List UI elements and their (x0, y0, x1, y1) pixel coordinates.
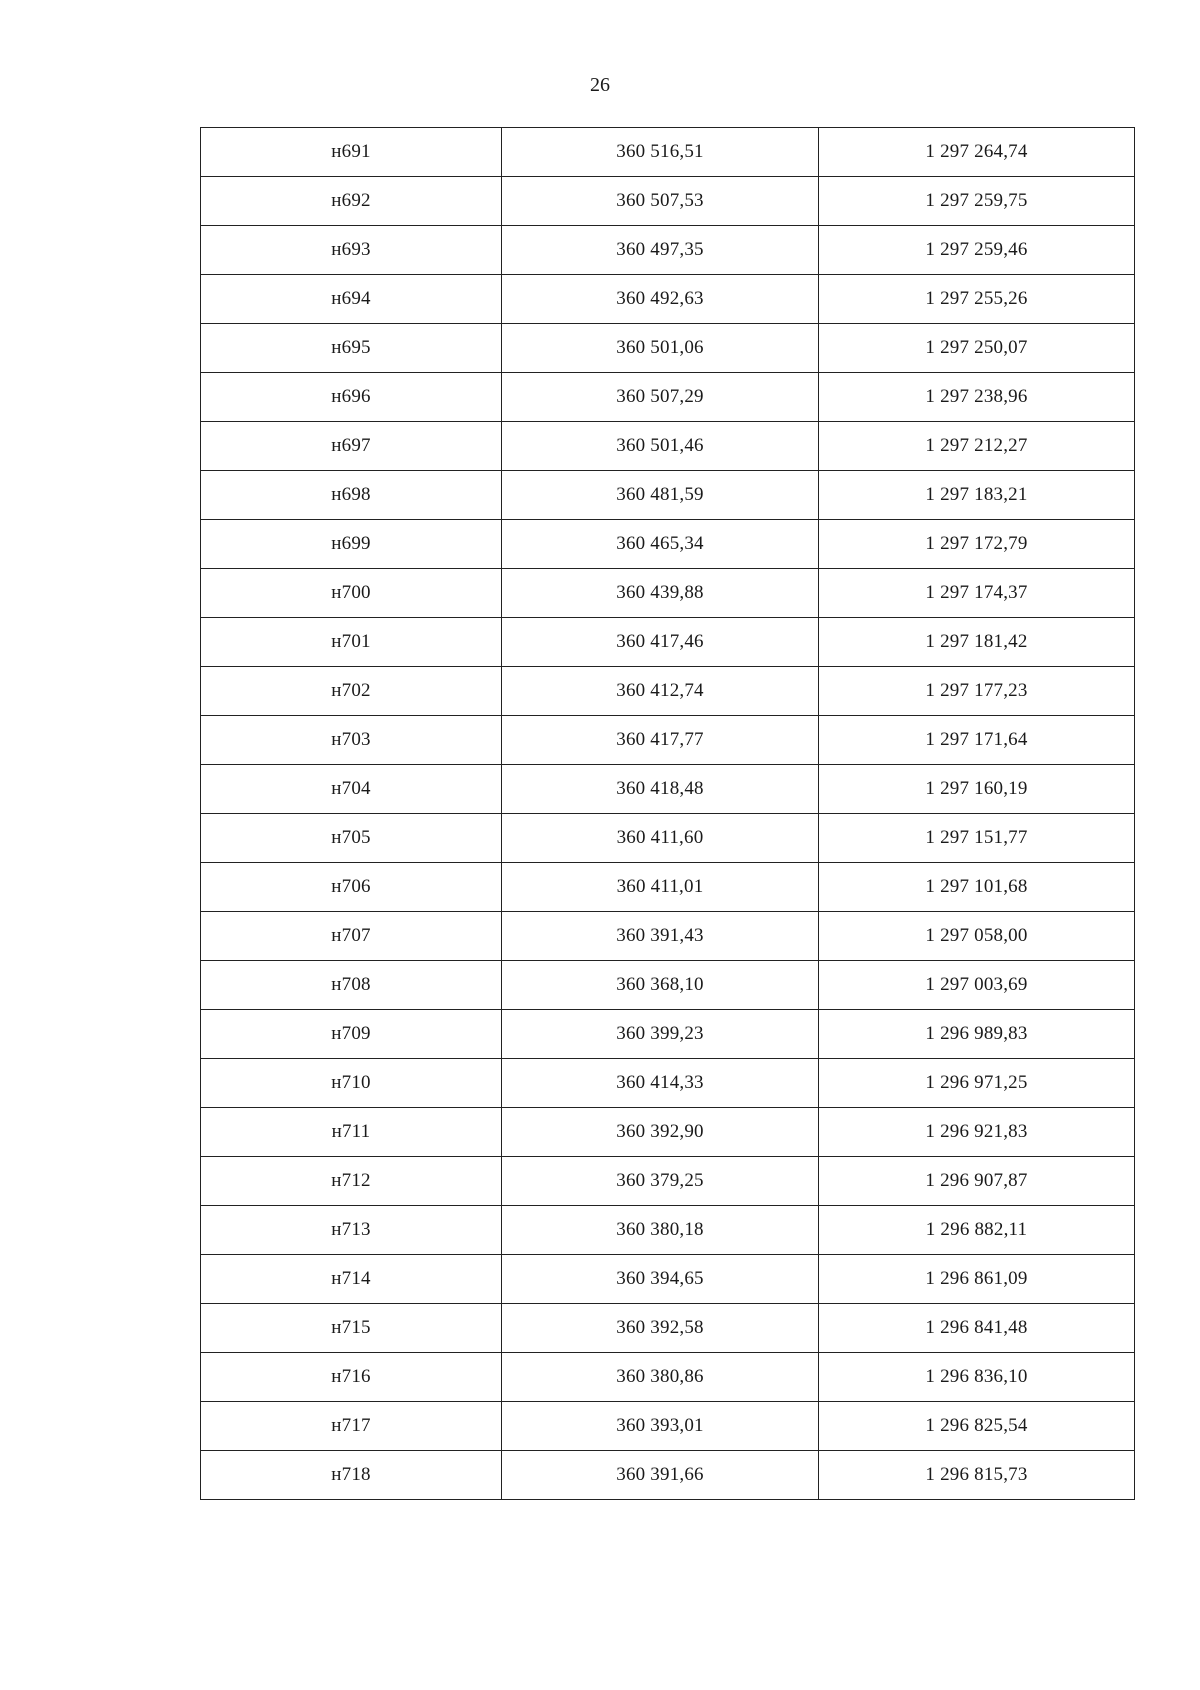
point-id-cell: н708 (201, 961, 502, 1010)
point-id-cell: н714 (201, 1255, 502, 1304)
x-coordinate-cell: 360 417,46 (502, 618, 819, 667)
x-coordinate-cell: 360 399,23 (502, 1010, 819, 1059)
point-id-cell: н710 (201, 1059, 502, 1108)
table-row (201, 569, 1135, 618)
x-coordinate-cell: 360 392,58 (502, 1304, 819, 1353)
point-id-cell: н699 (201, 520, 502, 569)
x-coordinate-cell: 360 492,63 (502, 275, 819, 324)
table-row (201, 912, 1135, 961)
x-coordinate-cell: 360 439,88 (502, 569, 819, 618)
y-coordinate-cell: 1 297 003,69 (819, 961, 1135, 1010)
y-coordinate-cell: 1 297 058,00 (819, 912, 1135, 961)
table-row (201, 618, 1135, 667)
table-row (201, 324, 1135, 373)
y-coordinate-cell: 1 297 174,37 (819, 569, 1135, 618)
table-row (201, 1402, 1135, 1451)
y-coordinate-cell: 1 297 160,19 (819, 765, 1135, 814)
x-coordinate-cell: 360 380,18 (502, 1206, 819, 1255)
table-row (201, 373, 1135, 422)
coordinates-table (200, 127, 1135, 1500)
table-row (201, 814, 1135, 863)
y-coordinate-cell: 1 296 882,11 (819, 1206, 1135, 1255)
page-number: 26 (590, 74, 610, 96)
point-id-cell: н694 (201, 275, 502, 324)
table-row (201, 1059, 1135, 1108)
table-row (201, 1353, 1135, 1402)
x-coordinate-cell: 360 411,60 (502, 814, 819, 863)
y-coordinate-cell: 1 297 101,68 (819, 863, 1135, 912)
x-coordinate-cell: 360 393,01 (502, 1402, 819, 1451)
y-coordinate-cell: 1 296 989,83 (819, 1010, 1135, 1059)
table-row (201, 1451, 1135, 1500)
point-id-cell: н713 (201, 1206, 502, 1255)
x-coordinate-cell: 360 391,66 (502, 1451, 819, 1500)
y-coordinate-cell: 1 296 841,48 (819, 1304, 1135, 1353)
point-id-cell: н698 (201, 471, 502, 520)
point-id-cell: н716 (201, 1353, 502, 1402)
x-coordinate-cell: 360 412,74 (502, 667, 819, 716)
table-row (201, 128, 1135, 177)
point-id-cell: н717 (201, 1402, 502, 1451)
x-coordinate-cell: 360 417,77 (502, 716, 819, 765)
point-id-cell: н709 (201, 1010, 502, 1059)
y-coordinate-cell: 1 297 259,75 (819, 177, 1135, 226)
table-row (201, 275, 1135, 324)
table-row (201, 1304, 1135, 1353)
y-coordinate-cell: 1 296 907,87 (819, 1157, 1135, 1206)
x-coordinate-cell: 360 516,51 (502, 128, 819, 177)
table-row (201, 520, 1135, 569)
y-coordinate-cell: 1 297 183,21 (819, 471, 1135, 520)
x-coordinate-cell: 360 497,35 (502, 226, 819, 275)
y-coordinate-cell: 1 297 177,23 (819, 667, 1135, 716)
y-coordinate-cell: 1 296 971,25 (819, 1059, 1135, 1108)
table-row (201, 1010, 1135, 1059)
table-row (201, 1206, 1135, 1255)
point-id-cell: н711 (201, 1108, 502, 1157)
coordinates-table-body (201, 128, 1135, 1500)
point-id-cell: н696 (201, 373, 502, 422)
x-coordinate-cell: 360 418,48 (502, 765, 819, 814)
y-coordinate-cell: 1 296 861,09 (819, 1255, 1135, 1304)
table-row (201, 177, 1135, 226)
y-coordinate-cell: 1 297 212,27 (819, 422, 1135, 471)
point-id-cell: н693 (201, 226, 502, 275)
point-id-cell: н705 (201, 814, 502, 863)
x-coordinate-cell: 360 501,06 (502, 324, 819, 373)
point-id-cell: н715 (201, 1304, 502, 1353)
point-id-cell: н704 (201, 765, 502, 814)
x-coordinate-cell: 360 507,29 (502, 373, 819, 422)
x-coordinate-cell: 360 391,43 (502, 912, 819, 961)
point-id-cell: н697 (201, 422, 502, 471)
y-coordinate-cell: 1 296 921,83 (819, 1108, 1135, 1157)
y-coordinate-cell: 1 297 172,79 (819, 520, 1135, 569)
table-row (201, 1255, 1135, 1304)
y-coordinate-cell: 1 297 255,26 (819, 275, 1135, 324)
x-coordinate-cell: 360 379,25 (502, 1157, 819, 1206)
point-id-cell: н706 (201, 863, 502, 912)
y-coordinate-cell: 1 297 250,07 (819, 324, 1135, 373)
y-coordinate-cell: 1 296 825,54 (819, 1402, 1135, 1451)
point-id-cell: н700 (201, 569, 502, 618)
y-coordinate-cell: 1 296 836,10 (819, 1353, 1135, 1402)
x-coordinate-cell: 360 507,53 (502, 177, 819, 226)
point-id-cell: н701 (201, 618, 502, 667)
y-coordinate-cell: 1 297 238,96 (819, 373, 1135, 422)
point-id-cell: н703 (201, 716, 502, 765)
point-id-cell: н712 (201, 1157, 502, 1206)
point-id-cell: н718 (201, 1451, 502, 1500)
table-row (201, 1157, 1135, 1206)
table-row (201, 961, 1135, 1010)
y-coordinate-cell: 1 297 264,74 (819, 128, 1135, 177)
x-coordinate-cell: 360 481,59 (502, 471, 819, 520)
y-coordinate-cell: 1 297 181,42 (819, 618, 1135, 667)
table-row (201, 716, 1135, 765)
table-row (201, 1108, 1135, 1157)
point-id-cell: н691 (201, 128, 502, 177)
x-coordinate-cell: 360 501,46 (502, 422, 819, 471)
point-id-cell: н695 (201, 324, 502, 373)
x-coordinate-cell: 360 465,34 (502, 520, 819, 569)
table-row (201, 667, 1135, 716)
table-row (201, 765, 1135, 814)
x-coordinate-cell: 360 414,33 (502, 1059, 819, 1108)
point-id-cell: н707 (201, 912, 502, 961)
point-id-cell: н692 (201, 177, 502, 226)
y-coordinate-cell: 1 296 815,73 (819, 1451, 1135, 1500)
table-row (201, 422, 1135, 471)
x-coordinate-cell: 360 394,65 (502, 1255, 819, 1304)
y-coordinate-cell: 1 297 171,64 (819, 716, 1135, 765)
x-coordinate-cell: 360 380,86 (502, 1353, 819, 1402)
y-coordinate-cell: 1 297 259,46 (819, 226, 1135, 275)
table-row (201, 863, 1135, 912)
x-coordinate-cell: 360 368,10 (502, 961, 819, 1010)
x-coordinate-cell: 360 411,01 (502, 863, 819, 912)
table-row (201, 471, 1135, 520)
point-id-cell: н702 (201, 667, 502, 716)
x-coordinate-cell: 360 392,90 (502, 1108, 819, 1157)
table-row (201, 226, 1135, 275)
y-coordinate-cell: 1 297 151,77 (819, 814, 1135, 863)
